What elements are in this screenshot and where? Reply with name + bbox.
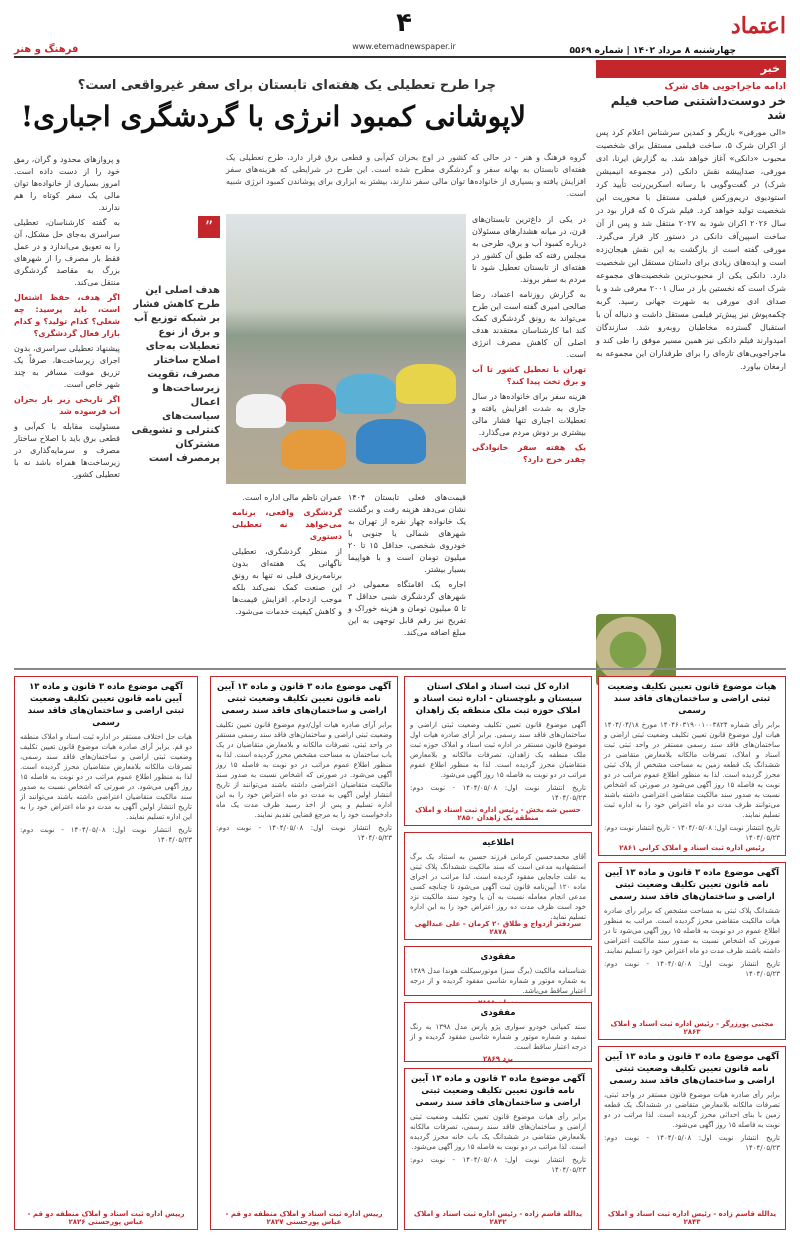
boat-shape	[356, 419, 426, 464]
notice-box: آگهی موضوع ماده ۳ قانون و ماده ۱۳ آیین نامه قانون تعیین تکلیف وضعیت ثبتی اراضی و ساختمان‌های فاقد سند رسمی برابر آرای صادره هیات اول/دوم موضوع قانون تعیین تکلیف وضعیت ثبتی اراضی و ساختمان‌های فاقد سند رسمی مستقر در واحد ثبتی، تصرفات مالکانه و بلامعارض متقاضیان در یک باب ساختمان به مساحت مشخص محرز گردیده است. لذا به منظور اطلاع عموم مراتب در دو نوبت به فاصله ۱۵ روز آگهی می‌شود. در صورتی که اشخاص نسبت به صدور سند مالکیت متقاضیان اعتراضی داشته باشند می‌توانند از تاریخ انتشار اولین آگهی به مدت دو ماه اعتراض خود را به این اداره تسلیم و پس از اخذ رسید ظرف مدت یک ماه دادخواست خود را به مرجع قضایی تقدیم نمایند. تاریخ انتشار نوبت اول: ۱۴۰۴/۰۵/۰۸ - نوبت دوم: ۱۴۰۴/۰۵/۲۳ رییس اداره ثبت اسناد و املاک منطقه دو قم - عباس پورحسنی ۲۸۲۷	[210, 676, 398, 1230]
pull-quote: هدف اصلی این طرح کاهش فشار بر شبکه توزیع آب و برق از نوع تعطیلات به‌جای اصلاح ساختار مصرف، تقویت زیرساخت‌ها و اعمال سیاست‌های کنترلی و تشویقی مشترکان پرمصرف است	[131, 285, 220, 464]
main-story	[14, 64, 586, 664]
pedal-boats-photo	[226, 214, 466, 484]
page-number: ۴	[396, 8, 412, 38]
notice-box: مفقودی سند کمپانی خودرو سواری پژو پارس مدل ۱۳۹۸ به رنگ سفید و شماره موتور و شماره شاسی مفقود گردیده و از درجه اعتبار ساقط است. یزد ۲۸۶۹	[404, 1002, 592, 1062]
notice-box: اداره کل ثبت اسناد و املاک استان سیستان و بلوچستان - اداره ثبت اسناد و املاک حوزه ثبت ملک منطقه یک زاهدان آگهی موضوع قانون تعیین تکلیف وضعیت ثبتی اراضی و ساختمان‌های فاقد سند رسمی. برابر آرای صادره هیات اول موضوع قانون مستقر در اداره ثبت اسناد و املاک حوزه ثبت ملک منطقه یک زاهدان، تصرفات مالکانه و بلامعارض متقاضیان محرز گردیده است. لذا به منظور اطلاع عموم مراتب در دو نوبت به فاصله ۱۵ روز آگهی می‌شود. تاریخ انتشار نوبت اول: ۱۴۰۴/۰۵/۰۸ - نوبت دوم: ۱۴۰۴/۰۵/۲۳ حسین شه بخش - رئیس اداره ثبت اسناد و املاک منطقه یک زاهدان ۲۸۵۰	[404, 676, 592, 826]
notice-box: اطلاعیه آقای محمدحسین کرمانی فرزند حسین به استناد یک برگ استشهادیه مدعی است که سند مالکیت ششدانگ پلاک ثبتی به علت جابجایی مفقود گردیده است. لذا مراتب در اجرای ماده ۱۲۰ آیین‌نامه قانون ثبت آگهی می‌شود تا چنانچه کسی مدعی انجام معامله نسبت به آن یا وجود سند مالکیت نزد خود است ظرف مدت ده روز اعتراض خود را به این اداره تسلیم نماید. سردفتر ازدواج و طلاق ۲۰ کرمان - علی عبدالهی ۲۸۷۸	[404, 832, 592, 940]
story-title[interactable]: لاپوشانی کمبود انرژی با گردشگری اجباری!	[20, 100, 526, 133]
story-column-4: عمران ناظم مالی اداره است. گردشگری واقعی، برنامه می‌خواهد نه تعطیلی دستوری از منظر گردشگری، تعطیلی ناگهانی یک هفته‌ای بدون برنامه‌ریزی قبلی نه تنها به رونق این صنعت کمک نمی‌کند بلکه موجب ازدحام، افزایش قیمت‌ها و کاهش کیفیت خدمات می‌شود.	[232, 493, 342, 616]
brand-logo: اعتماد	[730, 13, 786, 39]
news-headline[interactable]: خر دوست‌داشتنی صاحب فیلم شد	[610, 94, 786, 122]
page-header	[14, 6, 786, 60]
quote-mark-icon: ”	[198, 216, 220, 238]
boat-shape	[281, 429, 346, 469]
notice-box: آگهی موضوع ماده ۳ قانون و ماده ۱۳ آیین نامه قانون تعیین تکلیف وضعیت ثبتی اراضی و ساختمان‌های فاقد سند رسمی برابر رأی صادره هیات موضوع قانون مستقر در واحد ثبتی، تصرفات مالکانه بلامعارض متقاضی در ششدانگ یک قطعه زمین با بنای احداثی محرز گردیده است. لذا مراتب در دو نوبت به فاصله ۱۵ روز آگهی می‌شود. تاریخ انتشار نوبت اول: ۱۴۰۴/۰۵/۰۸ - نوبت دوم: ۱۴۰۴/۰۵/۲۳ یدالله قاسم زاده - رئیس اداره ثبت اسناد و املاک ۲۸۴۳	[598, 1046, 786, 1230]
notice-box: آگهی موضوع ماده ۳ قانون و ماده ۱۳ آیین نامه قانون تعیین تکلیف وضعیت ثبتی اراضی و ساختمان‌های فاقد سند رسمی ششدانگ پلاک ثبتی به مساحت مشخص که برابر رأی صادره هیات مالکیت متقاضی محرز گردیده است. مراتب به منظور اطلاع عموم در دو نوبت به فاصله ۱۵ روز آگهی می‌شود تا در صورتی که اشخاص نسبت به صدور سند مالکیت اعتراضی داشته باشند ظرف مدت دو ماه اعتراض خود را تسلیم نمایند. تاریخ انتشار نوبت اول: ۱۴۰۴/۰۵/۰۸ - نوبت دوم: ۱۴۰۴/۰۵/۲۳ مجتبی پورزرگر - رئیس اداره ثبت اسناد و املاک ۲۸۶۳	[598, 862, 786, 1040]
story-column-2: و پروازهای محدود و گران، رمق خود را از دست داده است. امروز بسیاری از خانواده‌ها توان مالی یک سفر کوتاه را هم ندارند. به گفته کارشناسان، تعطیلی سراسری به‌جای حل مشکل، آن را به تعویق می‌اندازد و در عمل فقط بار مصرف را از شهرهای بزرگ به مقاصد گردشگری منتقل می‌کند. اگر هدف، حفظ اشتغال است، باید پرسید: چه شغلی؟ کدام تولید؟ و کدام بازار فعال گردشگری؟ پیشنهاد تعطیلی سراسری، بدون اجرای زیرساخت‌ها، صرفاً یک تزریق موقت مسافر به چند شهر خاص است. اگر تاریخی زیر بار بحران آب فرسوده شد مسئولیت مقابله با کم‌آبی و قطعی برق باید با اصلاح ساختار مصرف و سرمایه‌گذاری در زیرساخت‌ها همراه باشد نه با تعطیلی کشور.	[14, 155, 120, 479]
boat-shape	[236, 394, 286, 428]
notice-box: آگهی موضوع ماده ۳ قانون و ماده ۱۳ آیین نامه قانون تعیین تکلیف وضعیت ثبتی اراضی و ساختمان‌های فاقد سند رسمی هیات حل اختلاف مستقر در اداره ثبت اسناد و املاک منطقه دو قم. برابر آرای صادره هیات موضوع قانون تعیین تکلیف وضعیت ثبتی اراضی و ساختمان‌های فاقد سند رسمی، تصرفات مالکانه بلامعارض متقاضیان محرز گردیده است. لذا به منظور اطلاع عموم مراتب در دو نوبت به فاصله ۱۵ روز آگهی می‌شود. در صورتی که اشخاص نسبت به صدور سند مالکیت متقاضیان اعتراضی داشته باشند می‌توانند از تاریخ انتشار اولین آگهی به مدت دو ماه اعتراض خود را به این اداره تسلیم نمایند. تاریخ انتشار نوبت اول: ۱۴۰۴/۰۵/۰۸ - نوبت دوم: ۱۴۰۴/۰۵/۲۳ رییس اداره ثبت اسناد و املاک منطقه دو قم - عباس پورحسنی ۲۸۲۶	[14, 676, 198, 1230]
site-url[interactable]: www.etemadnewspaper.ir	[352, 42, 456, 51]
news-kicker: ادامه ماجراجویی های شرک	[664, 82, 786, 92]
story-column-3: قیمت‌های فعلی تابستان ۱۴۰۴ نشان می‌دهد هزینه رفت و برگشت یک خانواده چهار نفره از تهران به شهرهای شمالی یا جنوبی با خودروی شخصی، حداقل ۱۵ تا ۲۰ میلیون تومان است و با هواپیما بسیار بیشتر. اجاره یک اقامتگاه معمولی در شهرهای گردشگری شبی حداقل ۳ تا ۵ میلیون تومان و هزینه خوراک و تفریح نیز رقم قابل توجهی به این مبلغ اضافه می‌کند.	[348, 493, 466, 637]
story-supertitle: چرا طرح تعطیلی یک هفته‌ای تابستان برای سفر غیرواقعی است؟	[77, 78, 496, 93]
story-column-1: در یکی از داغ‌ترین تابستان‌های قرن، در میانه هشدارهای مسئولان درباره کمبود آب و برق، طرحی به مجلس رفته که طبق آن کشور در هفته‌ای از تابستان تعطیل شود تا مردم به سفر بروند. به گزارش روزنامه اعتماد، رضا صالحی امیری گفته است این طرح می‌تواند به رونق گردشگری کمک کند اما کارشناسان معتقدند هدف اصلی آن کاهش مصرف انرژی است. تهران با تعطیل کشور تا آب و برق تخت پیدا کند؟ هزینه سفر برای خانواده‌ها در سال جاری به شدت افزایش یافته و تعطیلات اجباری تنها فشار مالی بیشتری بر دوش مردم می‌گذارد. یک هفته سفر خانوادگی چقدر خرج دارد؟	[472, 215, 586, 464]
dateline: چهارشنبه ۸ مرداد ۱۴۰۲ | شماره ۵۵۶۹	[569, 46, 736, 56]
story-lead: گروه فرهنگ و هنر - در حالی که کشور در اوج بحران کم‌آبی و قطعی برق قرار دارد، طرح تعطیلی یک هفته‌ای تابستان به بهانه سفر و گردشگری مطرح شده است. این طرح در شرایطی که هزینه‌های سفر افزایش یافته و بسیاری از خانواده‌ها توان مالی سفر ندارند، بیشتر به ابزاری برای پوشاندن کمبود انرژی شبیه است.	[226, 153, 586, 198]
news-body: «الی مورفی» بازیگر و کمدین سرشناس اعلام کرد پس از اکران شرک ۵، ساخت فیلمی مستقل برای شخصیت محبوب «دانکی» آغاز خواهد شد. به گزارش ایرنا، ادی مورفی، صداپیشه نقش دانکی (در مجموعه انیمیشن شرک) در گفت‌وگویی با رسانه اسکرین‌رنت تأیید کرد استودیوی دریم‌ورکس فیلمی مستقل با محوریت این شخصیت تولید خواهد کرد. فیلم شرک ۵ که قرار بود در سال ۲۰۲۶ اکران شود به ۲۰۲۷ منتقل شد و پس از آن ساخت اسپین‌آف دانکی در دستور کار قرار می‌گیرد. مورفی گفته است از بازگشت به این نقش هیجان‌زده است و ایده‌های زیادی برای داستان مستقل این شخصیت دارد. دانکی یکی از محبوب‌ترین شخصیت‌های مجموعه شرک است که نخستین بار در سال ۲۰۰۱ معرفی شد و با صدای ادی مورفی به شهرت جهانی رسید. گربه چکمه‌پوش نیز پیش‌تر فیلمی مستقل داشت و دنباله آن با استقبال گسترده مخاطبان روبه‌رو شد. سازندگان امیدوارند فیلم دانکی نیز همین مسیر موفق را طی کند و ماجراجویی‌های تازه‌ای را برای طرفداران این مجموعه به ارمغان بیاورد.	[596, 128, 787, 371]
legal-notices	[14, 668, 786, 1236]
boat-shape	[396, 364, 456, 404]
boat-shape	[281, 384, 336, 422]
news-column	[596, 82, 786, 622]
notice-box: هیات موضوع قانون تعیین تکلیف وضعیت ثبتی اراضی و ساختمان‌های فاقد سند رسمی برابر رأی شماره ۱۴۰۴۶۰۳۱۹۰۰۱۰۰۳۸۲۴ مورخ ۱۴۰۴/۰۴/۱۸ هیات اول موضوع قانون تعیین تکلیف وضعیت ثبتی اراضی و ساختمان‌های فاقد سند رسمی مستقر در واحد ثبتی ثبت اسناد و املاک، تصرفات مالکانه بلامعارض متقاضی در ششدانگ یک قطعه زمین به مساحت مشخص از پلاک ثبتی محرز گردیده است. لذا به منظور اطلاع عموم مراتب در دو نوبت به فاصله ۱۵ روز آگهی می‌شود در صورتی که اشخاص نسبت به صدور سند مالکیت متقاضی اعتراضی داشته باشند می‌توانند ظرف مدت دو ماه اعتراض خود را به اداره ثبت تسلیم نمایند. تاریخ انتشار نوبت اول: ۱۴۰۴/۰۵/۰۸ - تاریخ انتشار نوبت دوم: ۱۴۰۴/۰۵/۲۳ رئیس اداره ثبت اسناد و املاک کرانی ۲۸۶۱	[598, 676, 786, 856]
notice-box: آگهی موضوع ماده ۳ قانون و ماده ۱۳ آیین نامه قانون تعیین تکلیف وضعیت ثبتی اراضی و ساختمان‌های فاقد سند رسمی برابر رأی هیات موضوع قانون تعیین تکلیف وضعیت ثبتی اراضی و ساختمان‌های فاقد سند رسمی، تصرفات مالکانه بلامعارض متقاضی در ششدانگ یک باب خانه محرز گردیده است. لذا مراتب در دو نوبت به فاصله ۱۵ روز آگهی می‌شود. تاریخ انتشار نوبت اول: ۱۴۰۴/۰۵/۰۸ - نوبت دوم: ۱۴۰۴/۰۵/۲۳ یدالله قاسم زاده - رئیس اداره ثبت اسناد و املاک ۲۸۴۲	[404, 1068, 592, 1230]
news-label: خبر	[596, 60, 786, 78]
header-rule	[14, 56, 786, 58]
notice-box: مفقودی شناسنامه مالکیت (برگ سبز) موتورسیکلت هوندا مدل ۱۳۸۹ به شماره موتور و شماره شاسی مفقود گردیده و از درجه اعتبار ساقط می‌باشد.	[404, 946, 592, 996]
section-label: فرهنگ و هنر	[14, 44, 79, 55]
boat-shape	[336, 374, 396, 414]
